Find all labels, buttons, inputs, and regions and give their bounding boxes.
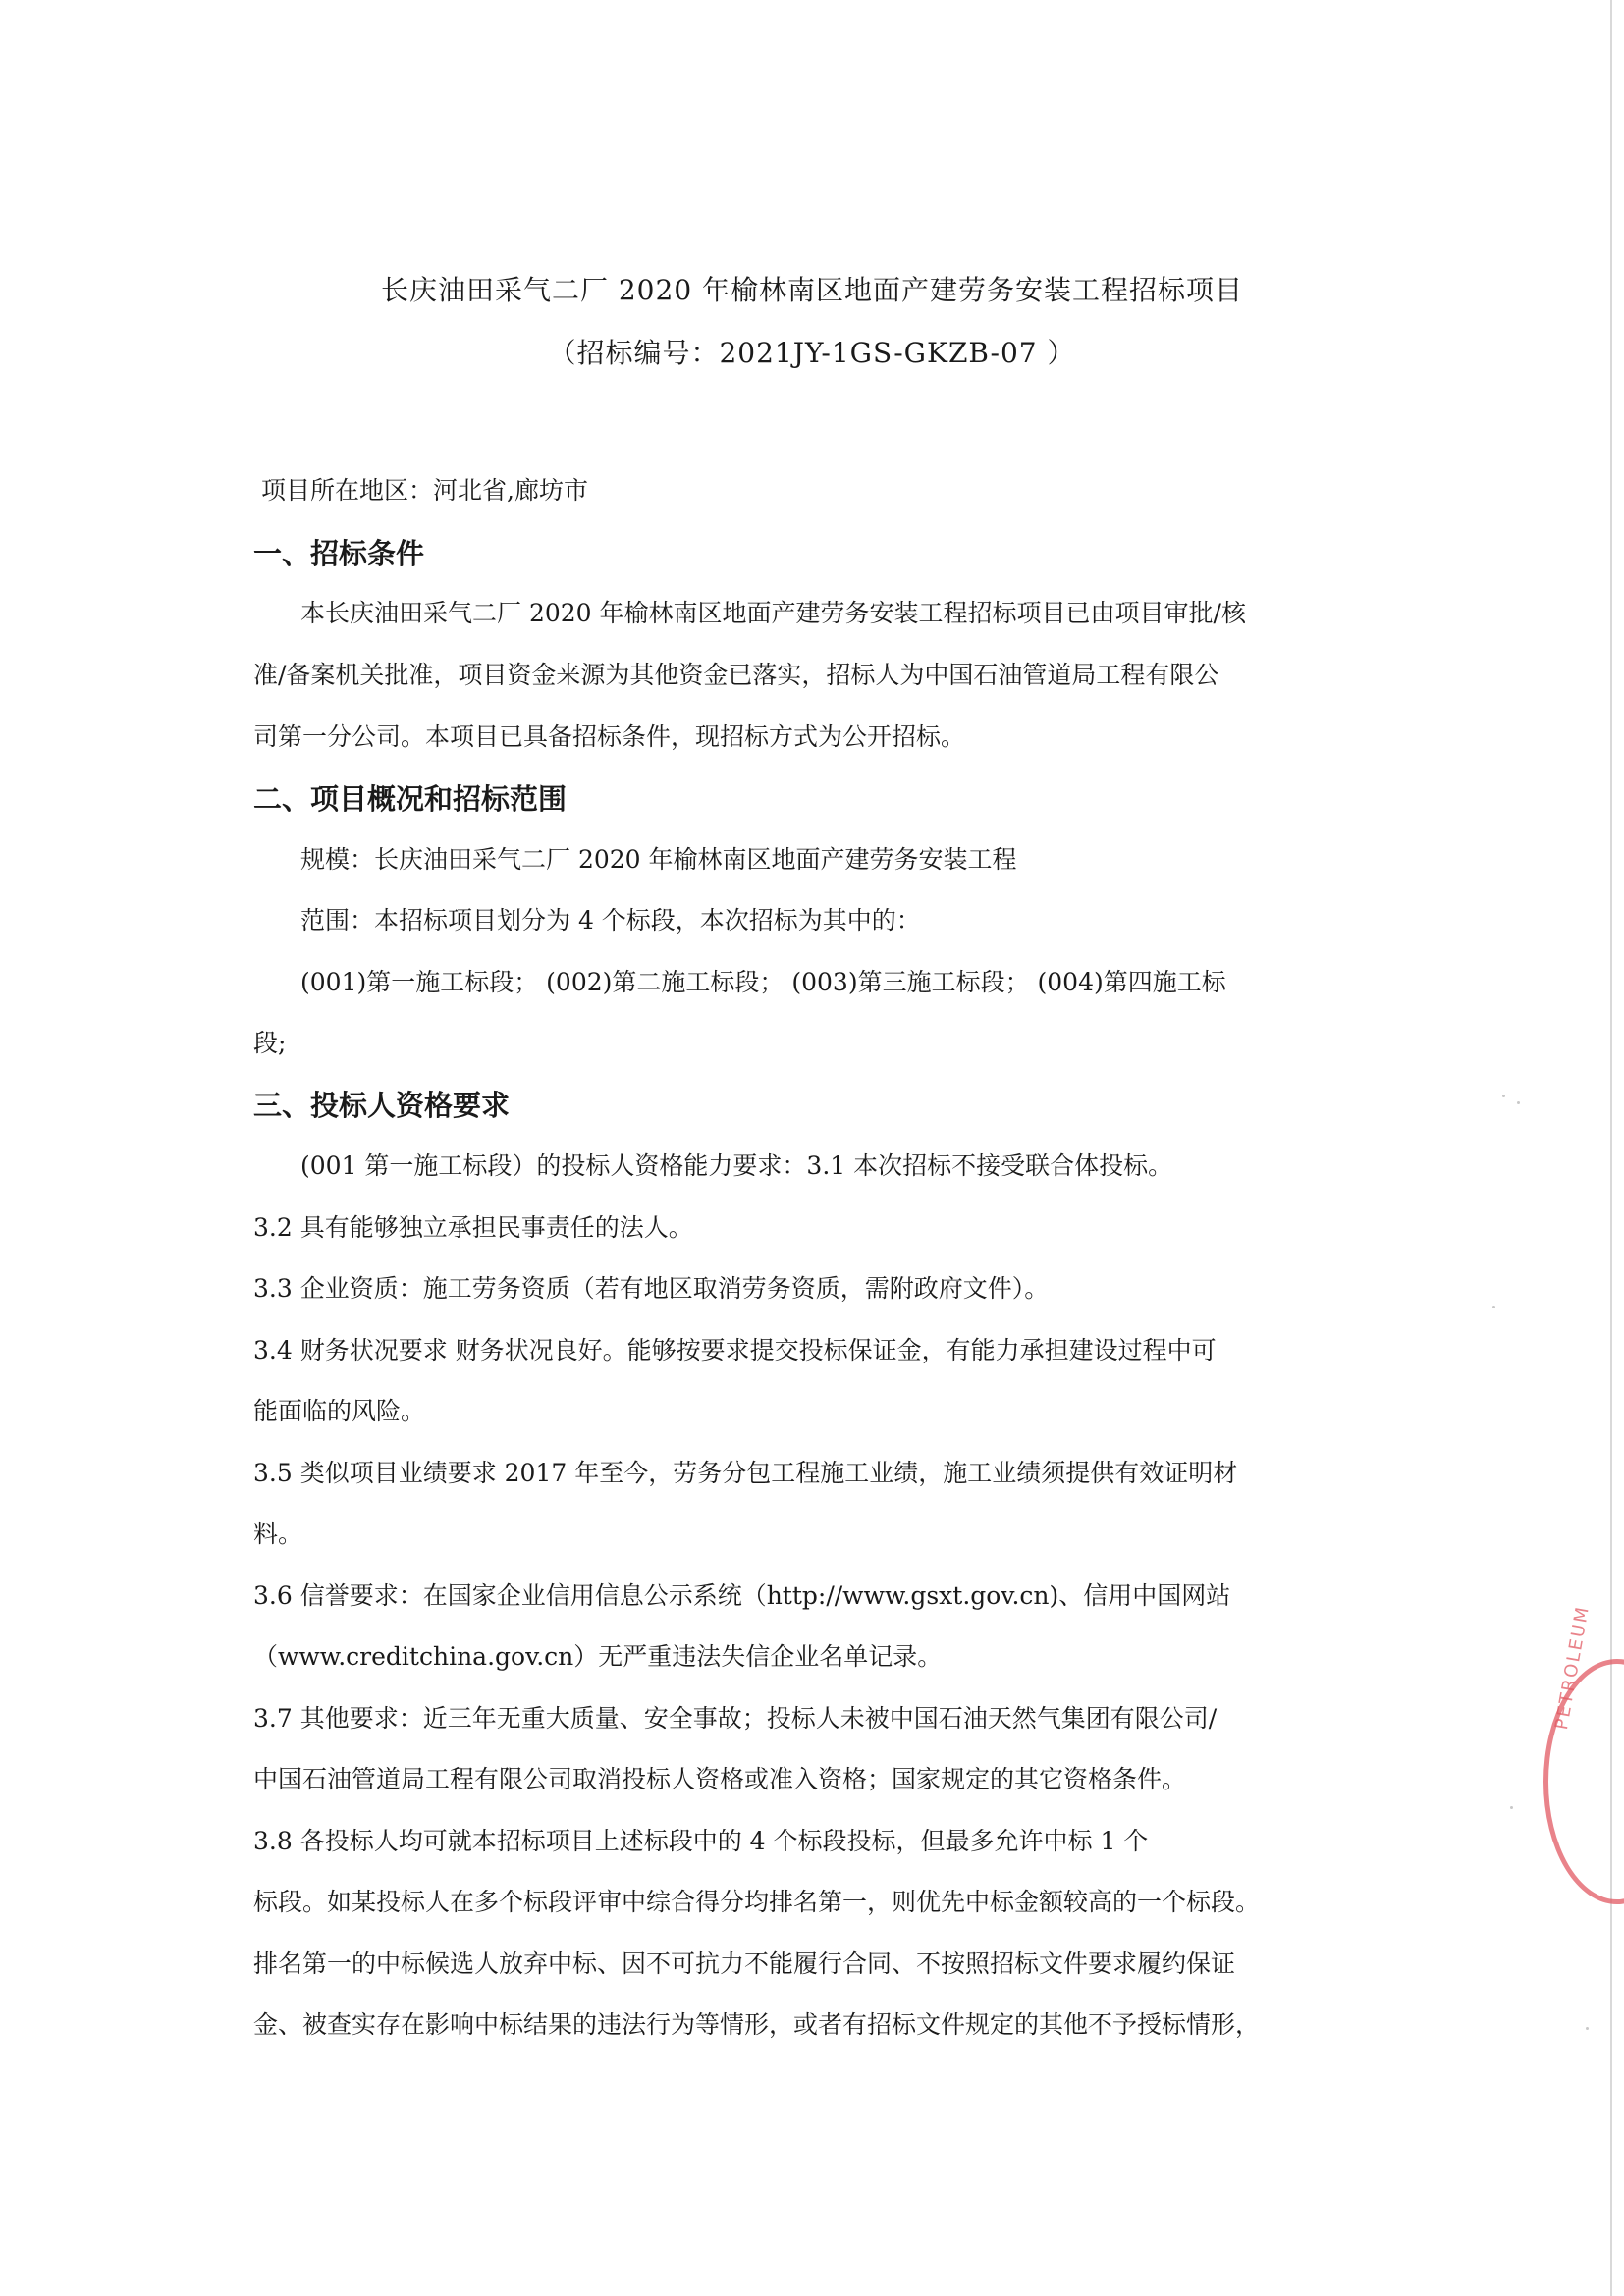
section2-scope: 范围：本招标项目划分为 4 个标段，本次招标为其中的： (300, 906, 921, 934)
section2-scale: 规模：长庆油田采气二厂 2020 年榆林南区地面产建劳务安装工程 (300, 845, 1017, 874)
document-title: 长庆油田采气二厂 2020 年榆林南区地面产建劳务安装工程招标项目 (380, 274, 1244, 306)
section1-line-1: 本长庆油田采气二厂 2020 年榆林南区地面产建劳务安装工程招标项目已由项目审批/核 (300, 599, 1246, 627)
scan-speck (1492, 1306, 1495, 1308)
section-heading-2: 二、项目概况和招标范围 (253, 782, 568, 816)
section-heading-3: 三、投标人资格要求 (253, 1089, 511, 1122)
scan-speck (1517, 1101, 1520, 1104)
section3-line-9: （www.creditchina.gov.cn）无严重违法失信企业名单记录。 (253, 1642, 943, 1671)
seal-lettering: PETROLEUM (1551, 1603, 1594, 1732)
section3-line-14: 排名第一的中标候选人放弃中标、因不可抗力不能履行合同、不按照招标文件要求履约保证 (253, 1949, 1236, 1978)
section3-line-15: 金、被查实存在影响中标结果的违法行为等情形，或者有招标文件规定的其他不予授标情形， (253, 2010, 1261, 2039)
section3-line-10: 3.7 其他要求：近三年无重大质量、安全事故；投标人未被中国石油天然气集团有限公司/ (253, 1704, 1218, 1733)
section3-line-8: 3.6 信誉要求：在国家企业信用信息公示系统（http://www.gsxt.gov.cn)、信用中国网站 (253, 1581, 1231, 1610)
section2-lots-line-1: (001)第一施工标段； (002)第二施工标段； (003)第三施工标段； (004)第四施工标 (300, 968, 1226, 996)
section-heading-1: 一、招标条件 (253, 537, 425, 570)
section3-line-12: 3.8 各投标人均可就本招标项目上述标段中的 4 个标段投标，但最多允许中标 1 个 (253, 1827, 1149, 1855)
section1-line-3: 司第一分公司。本项目已具备招标条件，现招标方式为公开招标。 (253, 722, 966, 751)
section3-line-3: 3.3 企业资质：施工劳务资质（若有地区取消劳务资质，需附政府文件）。 (253, 1274, 1050, 1303)
scan-speck (1502, 1095, 1505, 1097)
scan-speck (1586, 2027, 1589, 2030)
section3-line-1: (001 第一施工标段）的投标人资格能力要求：3.1 本次招标不接受联合体投标。 (300, 1151, 1173, 1180)
red-seal-stamp (1543, 1659, 1624, 1904)
scan-speck (1510, 1806, 1513, 1809)
project-location: 项目所在地区：河北省,廊坊市 (261, 476, 588, 505)
section3-line-5: 能面临的风险。 (253, 1397, 426, 1425)
section3-line-2: 3.2 具有能够独立承担民事责任的法人。 (253, 1213, 693, 1242)
section3-line-13: 标段。如某投标人在多个标段评审中综合得分均排名第一，则优先中标金额较高的一个标段。 (253, 1888, 1261, 1916)
section3-line-4: 3.4 财务状况要求 财务状况良好。能够按要求提交投标保证金，有能力承担建设过程中可 (253, 1336, 1217, 1364)
section3-line-11: 中国石油管道局工程有限公司取消投标人资格或准入资格；国家规定的其它资格条件。 (253, 1765, 1187, 1793)
section3-line-6: 3.5 类似项目业绩要求 2017 年至今，劳务分包工程施工业绩，施工业绩须提供有效证明材 (253, 1459, 1238, 1487)
tender-number: （招标编号：2021JY-1GS-GKZB-07 ） (548, 337, 1076, 369)
section2-lots-line-2: 段; (253, 1029, 287, 1057)
section3-line-7: 料。 (253, 1520, 303, 1548)
section1-line-2: 准/备案机关批准，项目资金来源为其他资金已落实，招标人为中国石油管道局工程有限公 (253, 661, 1219, 689)
